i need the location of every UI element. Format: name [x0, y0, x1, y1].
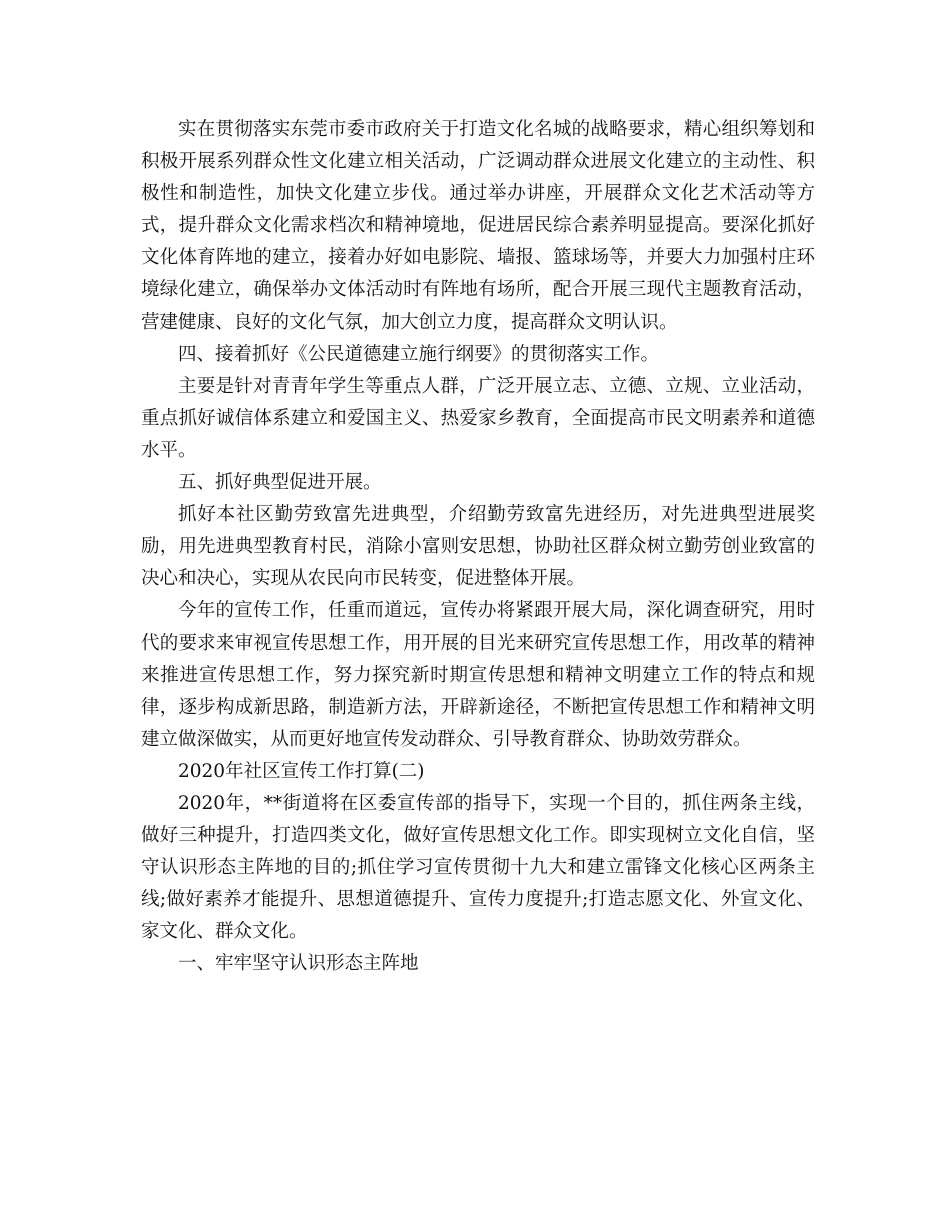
section-heading-four: 四、接着抓好《公民道德建立施行纲要》的贯彻落实工作。	[178, 343, 660, 365]
document-subtitle: 2020年社区宣传工作打算(二)	[178, 760, 425, 782]
document-body	[141, 114, 815, 981]
section-heading-five: 五、抓好典型促进开展。	[178, 472, 382, 494]
body-paragraph-plan: 2020年，**街道将在区委宣传部的指导下，实现一个目的，抓住两条主线，做好三种提升，打造四类文化，做好宣传思想文化工作。即实现树立文化自信，坚守认识形态主阵地的目的;抓住学习宣传贯彻十九大和建立雷锋文化核心区两条主线;做好素养才能提升、思想道德提升、宣传力度提升;打造志愿文化、外宣文化、家文化、群众文化。	[141, 792, 815, 943]
body-paragraph-summary: 今年的宣传工作，任重而道远，宣传办将紧跟开展大局，深化调查研究，用时代的要求来审视宣传思想工作，用开展的目光来研究宣传思想工作，用改革的精神来推进宣传思想工作，努力探究新时期宣传思想和精神文明建立工作的特点和规律，逐步构成新思路，制造新方法，开辟新途径，不断把宣传思想工作和精神文明建立做深做实，从而更好地宣传发动群众、引导教育群众、协助效劳群众。	[141, 600, 815, 750]
body-paragraph-youth: 主要是针对青青年学生等重点人群，广泛开展立志、立德、立规、立业活动，重点抓好诚信体系建立和爱国主义、热爱家乡教育，全面提高市民文明素养和道德水平。	[141, 375, 815, 461]
body-paragraph-models: 抓好本社区勤劳致富先进典型，介绍勤劳致富先进经历，对先进典型进展奖励，用先进典型教育村民，消除小富则安思想，协助社区群众树立勤劳创业致富的决心和决心，实现从农民向市民转变，促进整体开展。	[141, 504, 815, 590]
section-heading-one: 一、牢牢坚守认识形态主阵地	[178, 953, 419, 975]
body-paragraph-culture: 实在贯彻落实东莞市委市政府关于打造文化名城的战略要求，精心组织筹划和积极开展系列群众性文化建立相关活动，广泛调动群众进展文化建立的主动性、积极性和制造性，加快文化建立步伐。通过举办讲座，开展群众文化艺术活动等方式，提升群众文化需求档次和精神境地，促进居民综合素养明显提高。要深化抓好文化体育阵地的建立，接着办好如电影院、墙报、篮球场等，并要大力加强村庄环境绿化建立，确保举办文体活动时有阵地有场所，配合开展三现代主题教育活动，营建健康、良好的文化气氛，加大创立力度，提高群众文明认识。	[141, 119, 815, 333]
